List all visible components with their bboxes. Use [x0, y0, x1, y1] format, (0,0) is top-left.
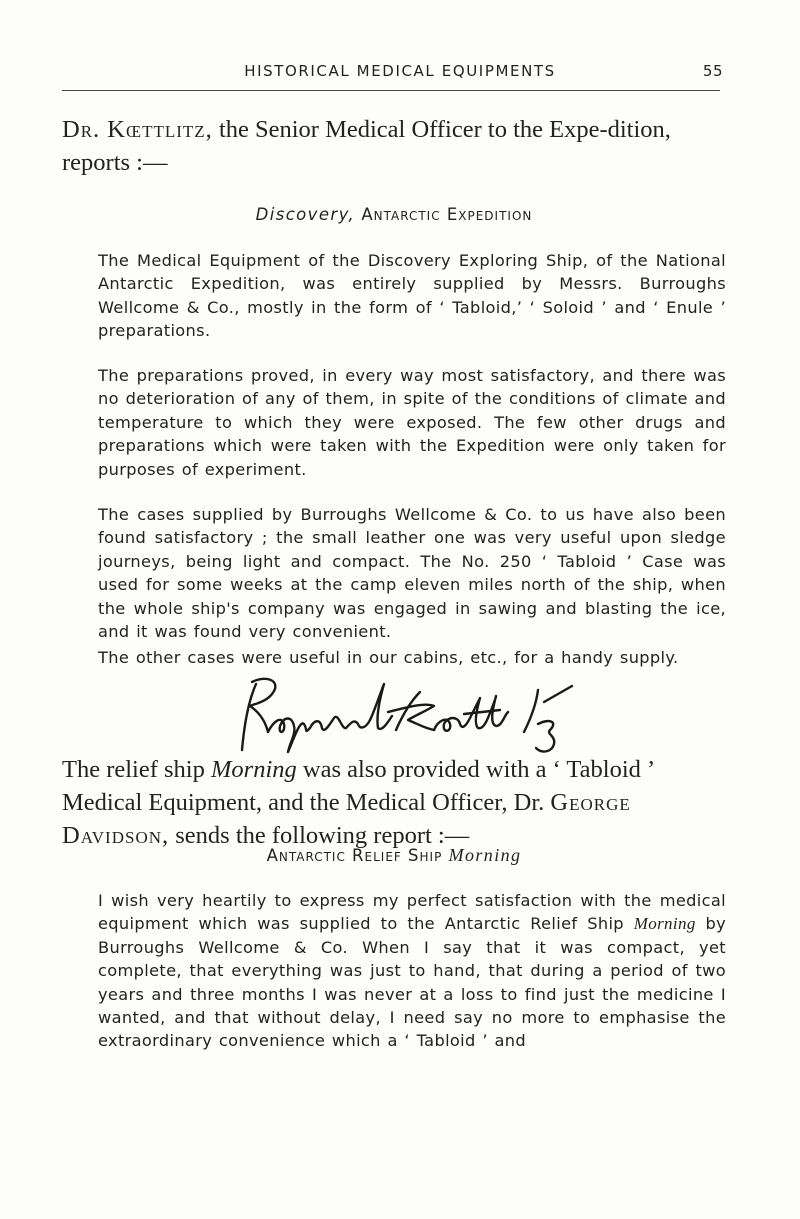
intro-text-c: sends the following report :—: [169, 822, 470, 849]
report-paragraph: The cases supplied by Burroughs Wellcome & Co. to us have also been found satisfactory ; the small leather one was very useful upon sledge journeys, being light and compact. The No. 250 ‘ Tabloid ’ Case was used for some weeks at the camp eleven miles north of the ship, when the whole ship's company was engaged in sawing and blasting the ice, and it was found very convenient.: [98, 505, 726, 642]
intro-text-a: The relief ship: [62, 756, 211, 783]
report-paragraph: The Medical Equipment of the Discovery Exploring Ship, of the National Antarctic Expedition, was entirely supplied by Messrs. Burroughs Wellcome & Co., mostly in the form of ‘ Tabloid,’ ‘ Soloid ’ and ‘ Enule ’ preparations.: [98, 251, 726, 341]
intro-paragraph-koettlitz: [62, 113, 726, 179]
header-rule: [62, 90, 720, 91]
page-number: 55: [702, 62, 723, 80]
running-title: HISTORICAL MEDICAL EQUIPMENTS: [244, 62, 556, 80]
ship-name-morning-inline: Morning: [633, 914, 696, 934]
report-paragraph: [98, 889, 726, 1053]
intro-paragraph-davidson: [62, 753, 726, 852]
report-text-a: I wish very heartily to express my perfect satisfaction with the medical equipment which was supplied to the Antarctic Relief Ship: [98, 891, 726, 934]
report-paragraph: The preparations proved, in every way most satisfactory, and there was no deterioration of any of them, in spite of the conditions of climate and temperature to which they were exposed. The few other drugs and preparations which were taken with the Expedition were only taken for purposes of experiment.: [98, 366, 726, 479]
report-paragraph: The other cases were useful in our cabins, etc., for a handy supply.: [98, 648, 679, 667]
running-header: [75, 62, 725, 86]
section-heading-morning: [62, 845, 726, 866]
ship-name-morning: Morning: [211, 756, 297, 783]
section-heading-discovery: [62, 205, 726, 224]
handwritten-signature: [238, 672, 608, 764]
author-name: Dr. Kœttlitz,: [62, 116, 213, 143]
ship-name-morning-heading: Morning: [448, 845, 522, 865]
intro-text-b: was also provided with a ‘ Tabloid ’ Medical Equipment, and the Medical Officer, Dr.: [62, 756, 654, 816]
officer-name: George Davidson,: [62, 789, 631, 849]
section-title: Antarctic Relief Ship: [266, 846, 449, 865]
intro-text: the Senior Medical Officer to the Expe-dition, reports :—: [62, 116, 671, 176]
ship-name-discovery: Discovery,: [255, 205, 356, 224]
section-title: Antarctic Expedition: [355, 205, 533, 224]
report-text-b: by Burroughs Wellcome & Co. When I say that it was compact, yet complete, that everything was just to hand, that during a period of two years and three months I was never at a loss to find just the medicine I wanted, and that without delay, I need say no more to emphasise the extraordinary convenience which a ‘ Tabloid ’ and: [98, 914, 726, 1051]
